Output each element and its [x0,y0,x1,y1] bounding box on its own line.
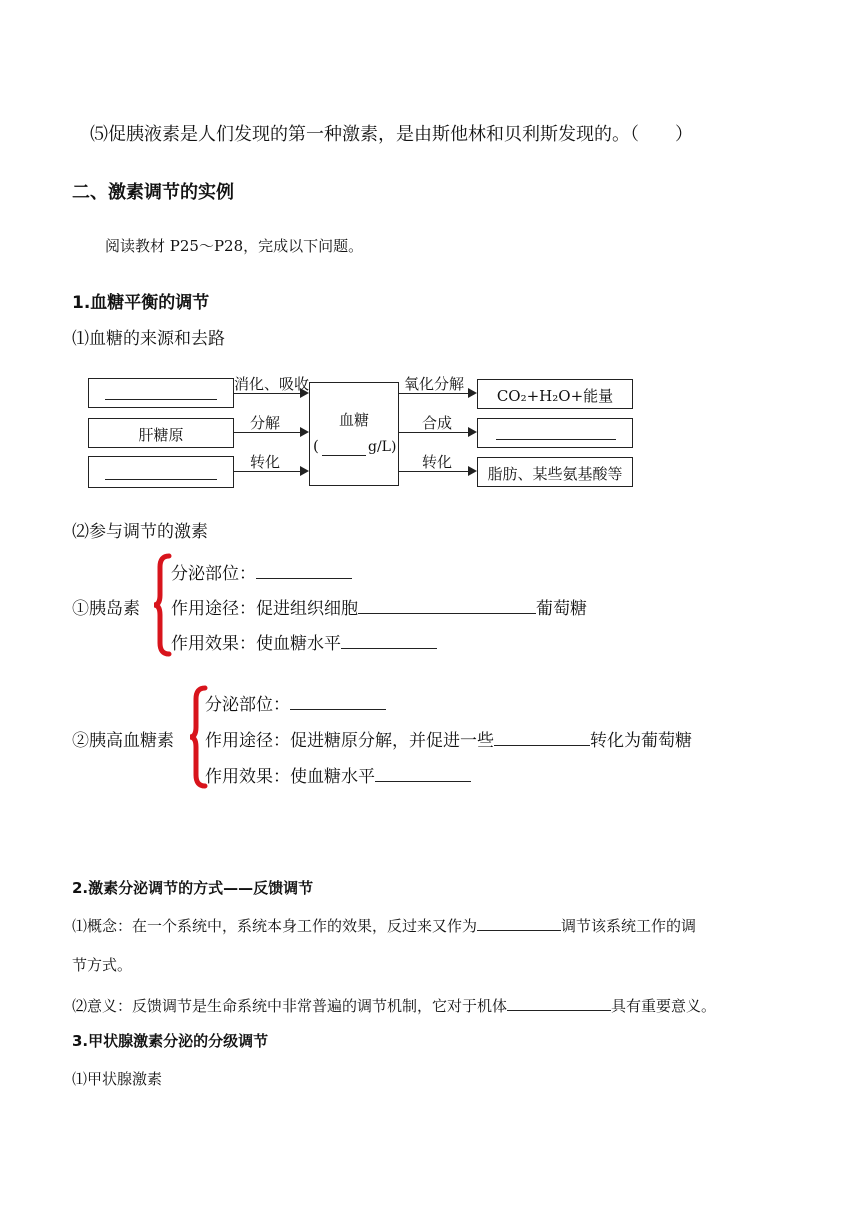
blood-glucose-label: 血糖 [338,411,369,429]
part3-sub1: ⑴甲状腺激素 [72,1070,163,1088]
arrow-label: 转化 [422,453,453,471]
blood-glucose-box [309,382,399,486]
product-label: CO₂+H₂O+能量 [496,387,614,405]
arrow-label: 氧化分解 [404,375,465,393]
product-box-3 [477,457,633,487]
glucagon-pathway-label: 作用途径：促进糖原分解，并促进一些 [205,731,494,751]
unit-open: ( [313,437,319,455]
answer-blank[interactable] [105,399,217,400]
section-heading: 二、激素调节的实例 [72,182,234,203]
part3-title: 3.甲状腺激素分泌的分级调节 [72,1032,269,1050]
arrow-label: 分解 [250,414,281,432]
product-box-2 [477,418,633,448]
answer-blank[interactable] [105,479,217,480]
arrow-label: 合成 [422,414,453,432]
part2-concept [72,914,696,936]
unit-label: g/L) [368,439,397,455]
arrow-head [468,466,477,476]
answer-blank[interactable] [290,691,386,710]
red-brace-icon [153,553,173,657]
answer-blank[interactable] [496,439,616,440]
answer-blank[interactable] [375,763,471,782]
part1-sub1: ⑴血糖的来源和去路 [72,329,225,349]
meaning-text-end: 具有重要意义。 [611,996,717,1015]
glucagon-effect-label: 作用效果：使血糖水平 [205,767,375,787]
glucagon-pathway-end: 转化为葡萄糖 [590,731,692,751]
insulin-pathway-label: 作用途径：促进组织细胞 [171,599,358,619]
answer-blank[interactable] [256,560,352,579]
part1-title: 1.血糖平衡的调节 [72,293,210,313]
answer-blank[interactable] [507,994,611,1011]
concept-text-end: 调节该系统工作的调 [561,916,697,935]
source-box-3 [88,456,234,488]
product-box-1 [477,379,633,409]
part2-concept-cont: 节方式。 [72,956,133,974]
arrow-head [468,388,477,398]
insulin-location-label: 分泌部位： [171,564,256,584]
part2-title: 2.激素分泌调节的方式——反馈调节 [72,879,314,897]
meaning-text: ⑵意义：反馈调节是生命系统中非常普遍的调节机制，它对于机体 [72,996,508,1015]
source-box-2 [88,418,234,448]
glucagon-line1 [205,690,386,715]
part1-sub2: ⑵参与调节的激素 [72,522,208,542]
answer-blank[interactable] [341,630,437,649]
arrow-head [468,427,477,437]
insulin-pathway-end: 葡萄糖 [536,599,587,619]
part2-meaning [72,994,716,1016]
glucagon-line2 [205,726,692,751]
arrow-head [300,466,309,476]
arrow-head [300,427,309,437]
arrow-label: 转化 [250,453,281,471]
arrow-label: 消化、吸收 [234,375,310,393]
concept-text: ⑴概念：在一个系统中，系统本身工作的效果，反过来又作为 [72,916,478,935]
insulin-effect-label: 作用效果：使血糖水平 [171,634,341,654]
answer-blank[interactable] [358,595,536,614]
glucagon-name: ②胰高血糖素 [72,731,174,751]
insulin-name: ①胰岛素 [72,599,140,619]
product-label: 脂肪、某些氨基酸等 [487,465,623,483]
insulin-line1 [171,559,352,584]
question-5: ⑸促胰液素是人们发现的第一种激素，是由斯他林和贝利斯发现的。（ ） [90,124,693,145]
answer-blank[interactable] [477,914,561,931]
insulin-line2 [171,594,587,619]
glucagon-location-label: 分泌部位： [205,695,290,715]
answer-blank[interactable] [322,455,366,456]
glycogen-label: 肝糖原 [138,426,184,444]
reading-instruction: 阅读教材 P25～P28，完成以下问题。 [105,237,364,255]
answer-blank[interactable] [494,727,590,746]
source-box-1 [88,378,234,408]
insulin-line3 [171,629,437,654]
glucagon-line3 [205,762,471,787]
